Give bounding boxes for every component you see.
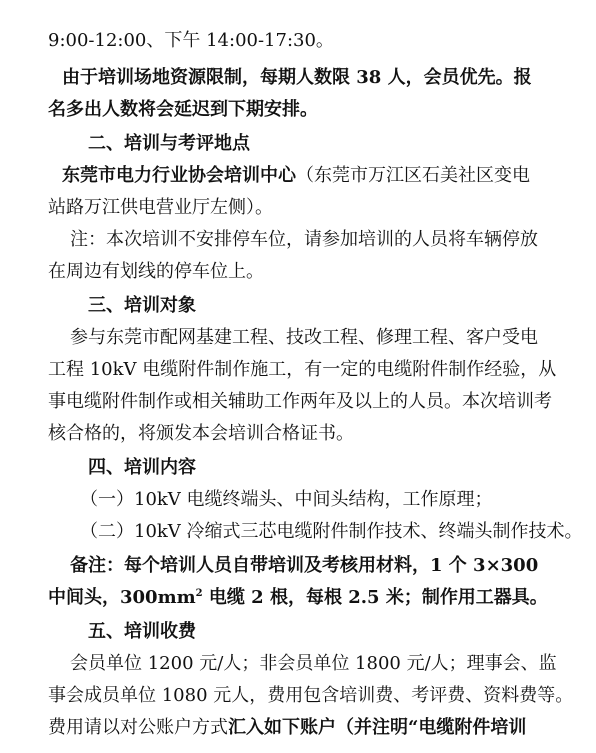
text: （二）10kV 冷缩式三芯电缆附件制作技术、终端头制作技术。 xyxy=(80,521,583,542)
text: 三、培训对象 xyxy=(88,295,196,316)
content-item-1 xyxy=(0,484,596,516)
section-heading-content xyxy=(0,452,596,484)
text: 注：本次培训不安排停车位，请参加培训的人员将车辆停放 xyxy=(70,229,538,250)
text: 站路万江供电营业厅左侧）。 xyxy=(48,197,273,218)
text-bold: 汇入如下账户（并注明“电缆附件培训 xyxy=(228,717,527,738)
text: 工程 10kV 电缆附件制作施工，有一定的电缆附件制作经验，从 xyxy=(48,359,557,380)
fees-line-3 xyxy=(0,712,596,744)
text: 由于培训场地资源限制，每期人数限 38 人，会员优先。报 xyxy=(62,67,532,88)
text: 名多出人数将会延迟到下期安排。 xyxy=(48,99,318,120)
location-address: （东莞市万江区石美社区变电 xyxy=(296,165,530,186)
text: 费用请以对公账户方式 xyxy=(48,717,228,738)
superscript: 2 xyxy=(195,588,203,599)
capacity-note-line-1 xyxy=(0,62,596,94)
text: 事会成员单位 1080 元人，费用包含培训费、考评费、资料费等。 xyxy=(48,685,574,706)
audience-line-2 xyxy=(0,354,596,386)
location-line-1 xyxy=(0,160,596,192)
text: 四、培训内容 xyxy=(88,457,196,478)
audience-line-4 xyxy=(0,418,596,450)
text: 五、培训收费 xyxy=(88,621,196,642)
text: 9:00-12:00、下午 14:00-17:30。 xyxy=(48,30,334,51)
audience-line-1 xyxy=(0,322,596,354)
text: （一）10kV 电缆终端头、中间头结构，工作原理； xyxy=(80,489,493,510)
text: 参与东莞市配网基建工程、技改工程、修理工程、客户受电 xyxy=(70,327,538,348)
text: 备注：每个培训人员自带培训及考核用材料，1 个 3×300 xyxy=(70,555,539,576)
fees-line-2 xyxy=(0,680,596,712)
text: 会员单位 1200 元/人；非会员单位 1800 元/人；理事会、监 xyxy=(70,653,557,674)
materials-note-line-1 xyxy=(0,550,596,582)
content-item-2 xyxy=(0,516,596,548)
location-name: 东莞市电力行业协会培训中心 xyxy=(62,165,296,186)
text: 电缆 2 根，每根 2.5 米；制作用工器具。 xyxy=(202,587,548,608)
section-heading-fees xyxy=(0,616,596,648)
audience-line-3 xyxy=(0,386,596,418)
text: 二、培训与考评地点 xyxy=(88,133,250,154)
capacity-note-line-2 xyxy=(0,94,596,126)
schedule-time-line xyxy=(0,25,596,57)
parking-note-line-1 xyxy=(0,224,596,256)
materials-note-line-2 xyxy=(0,582,596,614)
text: 核合格的，将颁发本会培训合格证书。 xyxy=(48,423,354,444)
section-heading-location xyxy=(0,128,596,160)
text: 在周边有划线的停车位上。 xyxy=(48,261,264,282)
location-line-2 xyxy=(0,192,596,224)
text: 中间头，300mm xyxy=(48,587,196,608)
parking-note-line-2 xyxy=(0,256,596,288)
text: 事电缆附件制作或相关辅助工作两年及以上的人员。本次培训考 xyxy=(48,391,552,412)
fees-line-1 xyxy=(0,648,596,680)
section-heading-audience xyxy=(0,290,596,322)
